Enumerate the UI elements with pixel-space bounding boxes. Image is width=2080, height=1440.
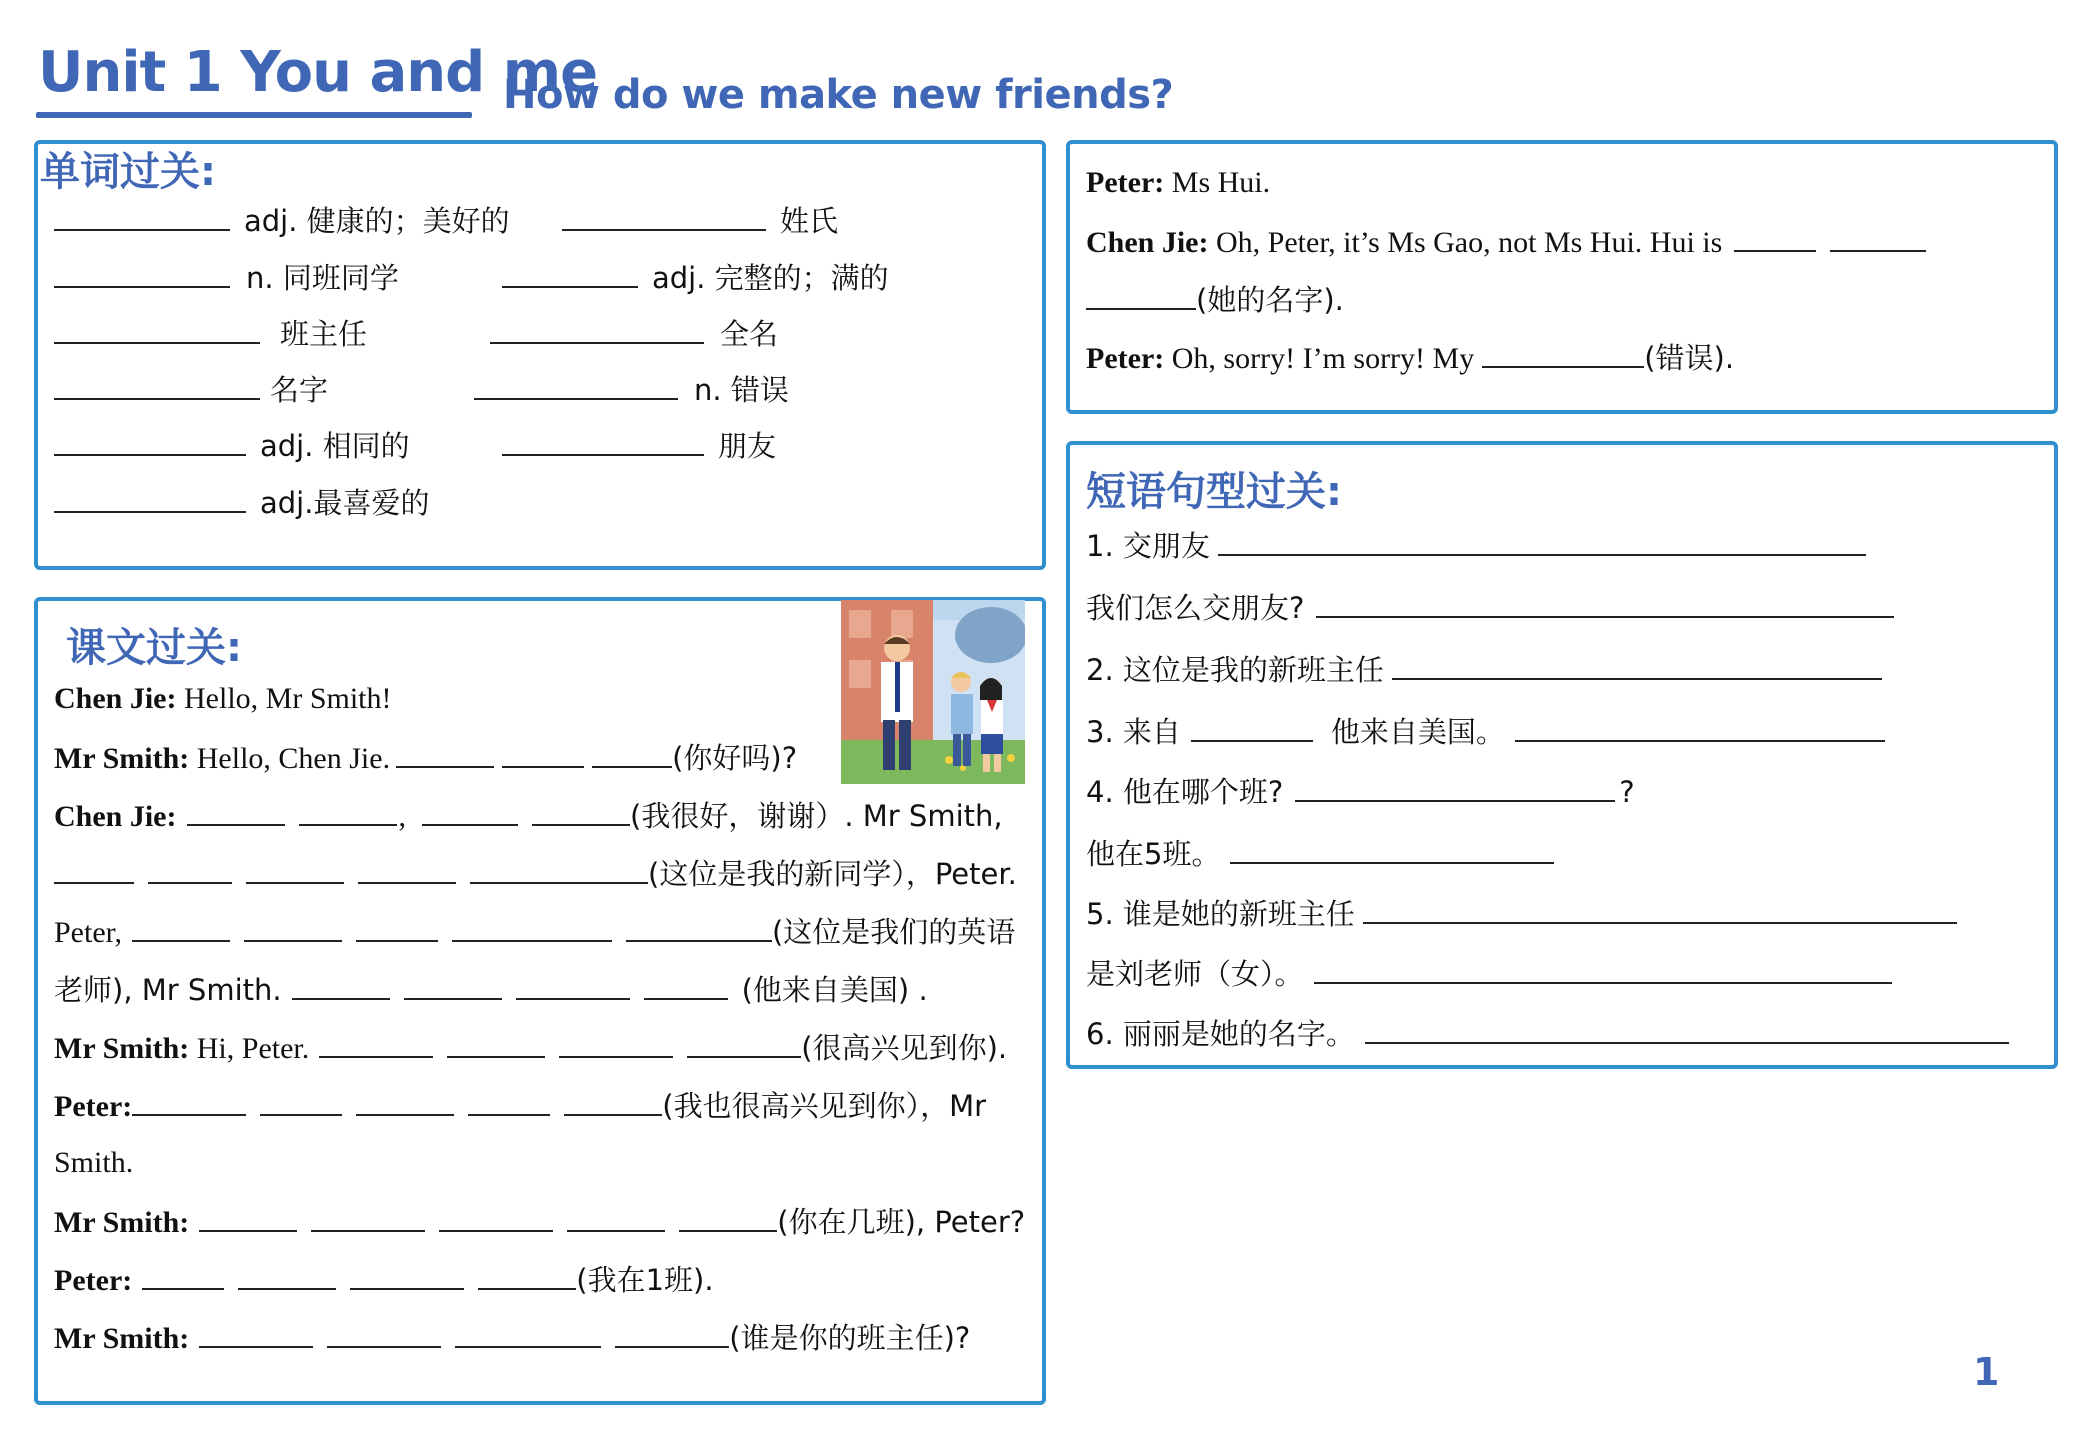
text-line: Chen Jie: , (我很好，谢谢）. Mr Smith, xyxy=(54,799,1003,833)
phrase-row: 2. 这位是我的新班主任 xyxy=(1086,654,1882,685)
answer-blank[interactable] xyxy=(54,487,246,513)
dialog-line: Chen Jie: Oh, Peter, it’s Ms Gao, not Ms Hui. Hui is xyxy=(1086,226,1926,258)
answer-blank[interactable] xyxy=(470,858,648,884)
answer-blank[interactable] xyxy=(54,858,134,884)
answer-blank[interactable] xyxy=(502,430,704,456)
text-line: (这位是我的新同学），Peter. xyxy=(54,858,1017,890)
answer-blank[interactable] xyxy=(246,858,344,884)
text-line: 老师), Mr Smith. (他来自美国) . xyxy=(54,973,928,1007)
vocab-row: adj. 健康的；美好的 xyxy=(54,205,510,236)
answer-blank[interactable] xyxy=(679,1206,777,1232)
answer-blank[interactable] xyxy=(132,916,230,942)
text-line: Mr Smith: (你在几班), Peter? xyxy=(54,1205,1026,1239)
page-subtitle: How do we make new friends? xyxy=(503,72,1174,118)
answer-blank[interactable] xyxy=(187,800,285,826)
answer-blank[interactable] xyxy=(455,1322,601,1348)
phrase-row: 1. 交朋友 xyxy=(1086,530,1866,561)
answer-blank[interactable] xyxy=(1191,716,1313,742)
answer-blank[interactable] xyxy=(474,374,678,400)
answer-blank[interactable] xyxy=(404,974,502,1000)
vocab-title: 单词过关: xyxy=(40,149,216,195)
answer-blank[interactable] xyxy=(422,800,518,826)
answer-blank[interactable] xyxy=(238,1264,336,1290)
answer-blank[interactable] xyxy=(1316,592,1894,618)
answer-blank[interactable] xyxy=(502,742,584,768)
phrase-row: 4. 他在哪个班? ? xyxy=(1086,775,1635,809)
answer-blank[interactable] xyxy=(1482,342,1644,368)
answer-blank[interactable] xyxy=(567,1206,665,1232)
answer-blank[interactable] xyxy=(562,205,766,231)
text-line: Peter: (我在1班). xyxy=(54,1263,714,1297)
answer-blank[interactable] xyxy=(54,262,230,288)
phrase-row: 5. 谁是她的新班主任 xyxy=(1086,898,1957,929)
answer-blank[interactable] xyxy=(358,858,456,884)
text-line: Chen Jie: Hello, Mr Smith! xyxy=(54,682,392,715)
vocab-row: 班主任 xyxy=(54,318,367,349)
answer-blank[interactable] xyxy=(592,742,672,768)
answer-blank[interactable] xyxy=(260,1090,342,1116)
answer-blank[interactable] xyxy=(54,318,260,344)
vocab-row: 全名 xyxy=(490,318,778,349)
text-line: Mr Smith: Hello, Chen Jie. (你好吗)? xyxy=(54,741,798,775)
answer-blank[interactable] xyxy=(1218,530,1866,556)
dialog-line: Peter: Ms Hui. xyxy=(1086,166,1271,199)
vocab-row: n. 同班同学 xyxy=(54,262,399,293)
page-title: Unit 1 You and me xyxy=(38,40,598,105)
vocab-row: adj. 完整的；满的 xyxy=(502,262,889,293)
answer-blank[interactable] xyxy=(1314,958,1892,984)
answer-blank[interactable] xyxy=(564,1090,662,1116)
answer-blank[interactable] xyxy=(142,1264,224,1290)
answer-blank[interactable] xyxy=(132,1090,246,1116)
answer-blank[interactable] xyxy=(452,916,612,942)
answer-blank[interactable] xyxy=(516,974,630,1000)
answer-blank[interactable] xyxy=(644,974,728,1000)
answer-blank[interactable] xyxy=(54,374,260,400)
answer-blank[interactable] xyxy=(532,800,630,826)
dialog-line: Peter: Oh, sorry! I’m sorry! My (错误). xyxy=(1086,341,1735,375)
answer-blank[interactable] xyxy=(1086,284,1196,310)
answer-blank[interactable] xyxy=(54,430,246,456)
answer-blank[interactable] xyxy=(615,1322,729,1348)
answer-blank[interactable] xyxy=(292,974,390,1000)
answer-blank[interactable] xyxy=(687,1032,801,1058)
answer-blank[interactable] xyxy=(244,916,342,942)
answer-blank[interactable] xyxy=(54,205,230,231)
answer-blank[interactable] xyxy=(502,262,638,288)
answer-blank[interactable] xyxy=(478,1264,576,1290)
vocab-row: adj. 相同的 xyxy=(54,430,410,461)
answer-blank[interactable] xyxy=(1295,776,1615,802)
page-number: 1 xyxy=(1973,1350,2000,1394)
answer-blank[interactable] xyxy=(439,1206,553,1232)
answer-blank[interactable] xyxy=(1830,226,1926,252)
text-line: Smith. xyxy=(54,1146,134,1179)
answer-blank[interactable] xyxy=(1230,838,1554,864)
answer-blank[interactable] xyxy=(1734,226,1816,252)
answer-blank[interactable] xyxy=(626,916,772,942)
answer-blank[interactable] xyxy=(1365,1018,2009,1044)
answer-blank[interactable] xyxy=(1392,654,1882,680)
answer-blank[interactable] xyxy=(559,1032,673,1058)
vocab-row: n. 错误 xyxy=(474,374,789,405)
text-line: Peter: (我也很高兴见到你），Mr xyxy=(54,1089,987,1123)
answer-blank[interactable] xyxy=(299,800,397,826)
vocab-row: 朋友 xyxy=(502,430,776,461)
text-line: Peter, (这位是我们的英语 xyxy=(54,915,1016,949)
vocab-row: 名字 xyxy=(54,374,328,405)
answer-blank[interactable] xyxy=(199,1206,297,1232)
answer-blank[interactable] xyxy=(396,742,494,768)
answer-blank[interactable] xyxy=(490,318,704,344)
answer-blank[interactable] xyxy=(319,1032,433,1058)
text-line: Mr Smith: Hi, Peter. (很高兴见到你). xyxy=(54,1031,1008,1065)
classroom-illustration xyxy=(841,600,1025,784)
phrase-row: 3. 来自 他来自美国。 xyxy=(1086,716,1885,747)
answer-blank[interactable] xyxy=(447,1032,545,1058)
vocab-row: adj.最喜爱的 xyxy=(54,487,429,518)
phrase-row: 6. 丽丽是她的名字。 xyxy=(1086,1018,2009,1049)
phrase-row: 他在5班。 xyxy=(1086,838,1554,869)
answer-blank[interactable] xyxy=(356,916,438,942)
answer-blank[interactable] xyxy=(1363,898,1957,924)
vocab-row: 姓氏 xyxy=(562,205,838,236)
answer-blank[interactable] xyxy=(1515,716,1885,742)
answer-blank[interactable] xyxy=(199,1322,313,1348)
text-line: Mr Smith: (谁是你的班主任)? xyxy=(54,1321,971,1355)
dialog-line: (她的名字). xyxy=(1086,284,1344,316)
answer-blank[interactable] xyxy=(327,1322,441,1348)
text-title: 课文过关: xyxy=(66,625,242,671)
phrase-row: 是刘老师（女）。 xyxy=(1086,958,1892,989)
answer-blank[interactable] xyxy=(468,1090,550,1116)
phrase-row: 我们怎么交朋友? xyxy=(1086,592,1894,623)
answer-blank[interactable] xyxy=(311,1206,425,1232)
answer-blank[interactable] xyxy=(148,858,232,884)
answer-blank[interactable] xyxy=(350,1264,464,1290)
answer-blank[interactable] xyxy=(356,1090,454,1116)
phrases-title: 短语句型过关: xyxy=(1086,469,1342,515)
title-underline xyxy=(36,112,472,118)
